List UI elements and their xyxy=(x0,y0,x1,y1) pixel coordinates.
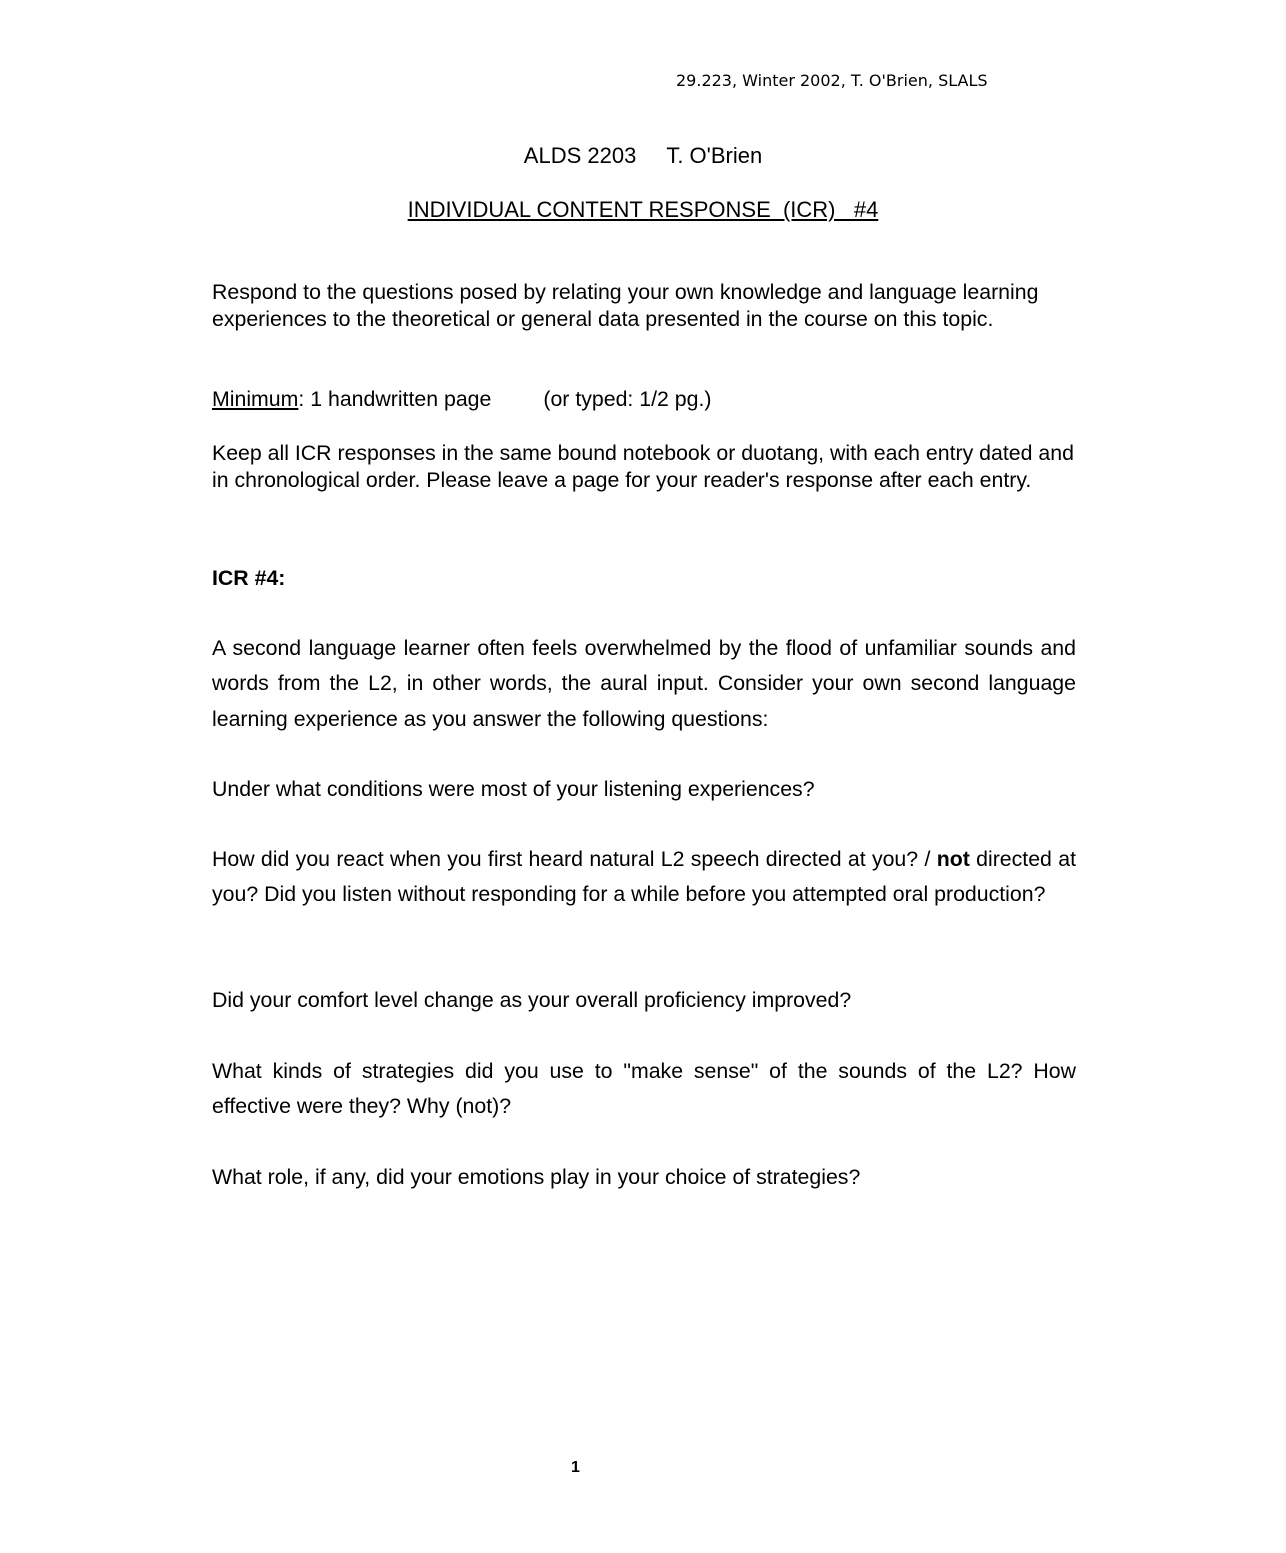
emphasis-not: not xyxy=(936,847,970,871)
question-text: directed at you? Did you listen without responding for a while before you attempted oral production? xyxy=(212,847,1076,907)
question-paragraph: Under what conditions were most of your listening experiences? xyxy=(212,777,815,801)
course-code: ALDS 2203 xyxy=(523,143,637,168)
minimum-text: : 1 handwritten page xyxy=(298,387,492,411)
course-line xyxy=(0,142,1286,170)
question-paragraph: What role, if any, did your emotions play in your choice of strategies? xyxy=(212,1165,861,1189)
minimum-requirement xyxy=(212,386,1080,413)
document-title: INDIVIDUAL CONTENT RESPONSE (ICR) #4 xyxy=(407,197,879,222)
question-paragraph: A second language learner often feels overwhelmed by the flood of unfamiliar sounds and words from the L2, in other words, the aural input. Consider your own second language learning experience as you answer the following questions: xyxy=(212,636,1076,731)
question-text: How did you react when you first heard natural L2 speech directed at you? / xyxy=(212,847,937,871)
running-header: 29.223, Winter 2002, T. O'Brien, SLALS xyxy=(676,71,988,90)
question-paragraph: Did your comfort level change as your overall proficiency improved? xyxy=(212,988,852,1012)
page-number: 1 xyxy=(571,1459,580,1476)
instructor-name: T. O'Brien xyxy=(666,143,763,168)
intro-paragraph: Respond to the questions posed by relating your own knowledge and language learning experiences to the theoretical or general data presented in the course on this topic. xyxy=(212,280,1039,331)
question-paragraph: What kinds of strategies did you use to "make sense" of the sounds of the L2? How effective were they? Why (not)? xyxy=(212,1059,1076,1119)
minimum-typed: (or typed: 1/2 pg.) xyxy=(543,387,712,411)
keep-instructions: Keep all ICR responses in the same bound notebook or duotang, with each entry dated and in chronological order. Please leave a page for your reader's response after each entry. xyxy=(212,441,1074,492)
minimum-label: Minimum xyxy=(212,387,299,411)
question-paragraph xyxy=(212,842,1076,913)
section-heading: ICR #4: xyxy=(212,566,286,590)
